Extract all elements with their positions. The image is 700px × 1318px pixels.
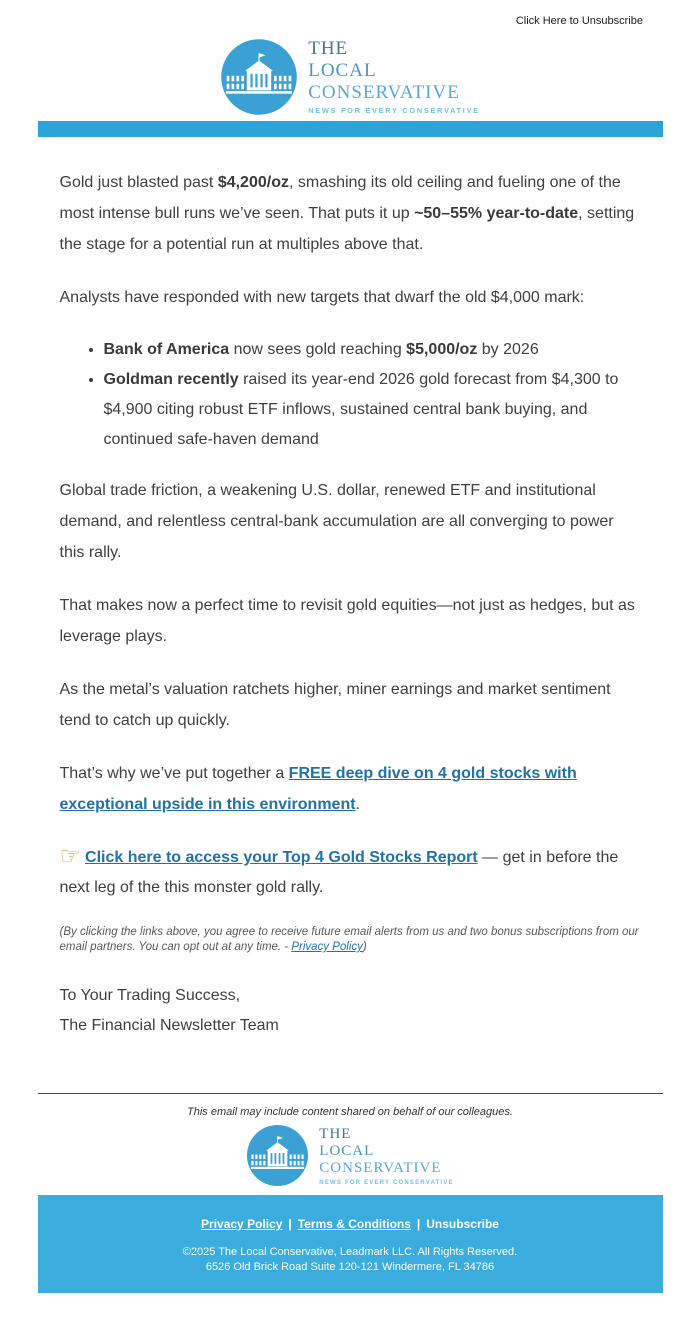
footer-address: 6526 Old Brick Road Suite 120-121 Windermere, FL 34786	[205, 1261, 495, 1273]
whitehouse-icon	[246, 1124, 309, 1187]
footer-unsubscribe-link[interactable]: Unsubscribe	[426, 1217, 499, 1231]
footer-copyright: ©2025 The Local Conservative, Leadmark LLC. All Rights Reserved.	[182, 1246, 518, 1258]
footer-privacy-link[interactable]: Privacy Policy	[201, 1217, 283, 1231]
b1-text: now sees gold reaching	[229, 341, 407, 358]
logo-line-local: LOCAL	[319, 1143, 375, 1159]
list-item-goldman	[104, 365, 641, 455]
p1-text2: , smashing its old ceiling and fueling one of the most intense bull runs we’ve seen. That puts it up	[59, 174, 621, 222]
paragraph-free-report	[60, 758, 641, 820]
footer-divider	[38, 1093, 663, 1094]
footer-links	[38, 1217, 663, 1231]
top4-report-link[interactable]: Click here to access your Top 4 Gold Stocks Report	[85, 849, 478, 866]
privacy-policy-inline-link[interactable]: Privacy Policy	[291, 941, 363, 953]
logo-line-conservative: CONSERVATIVE	[308, 82, 460, 104]
paragraph-valuation: As the metal’s valuation ratchets higher, miner earnings and market sentiment tend to catch up quickly.	[59, 681, 611, 729]
b1-bold-price: $5,000/oz	[406, 341, 478, 358]
unsubscribe-top-link[interactable]: Click Here to Unsubscribe	[515, 15, 643, 27]
footer-box	[38, 1195, 663, 1293]
footer-logo	[0, 1124, 700, 1187]
list-item-bofa	[104, 335, 641, 365]
p6-text: That’s why we’ve put together a	[59, 765, 289, 782]
signature-line2: The Financial Newsletter Team	[59, 1017, 279, 1034]
footer-link-separator: |	[288, 1217, 292, 1231]
whitehouse-icon	[220, 38, 298, 116]
logo-tagline: NEWS FOR EVERY CONSERVATIVE	[308, 106, 480, 116]
paragraph-perfect-time: That makes now a perfect time to revisit gold equities—not just as hedges, but as leverage plays.	[59, 597, 635, 645]
p1-bold-price: $4,200/oz	[217, 174, 289, 191]
b1-text2: by 2026	[477, 341, 539, 358]
b1-bold-bofa: Bank of America	[103, 341, 230, 358]
paragraph-gold-blasted	[60, 167, 641, 260]
paragraph-analysts: Analysts have responded with new targets that dwarf the old $4,000 mark:	[59, 289, 585, 306]
logo-line-local: LOCAL	[308, 60, 377, 82]
b2-bold-goldman: Goldman recently	[103, 371, 239, 388]
cta-text: — get in before the next leg of the this monster gold rally.	[59, 849, 619, 896]
header-logo	[0, 38, 700, 116]
email-body	[38, 137, 663, 1041]
blue-divider-bar	[38, 121, 663, 137]
pointing-hand-icon: ☞	[59, 843, 82, 870]
footer-link-separator: |	[416, 1217, 421, 1231]
logo-tagline: NEWS FOR EVERY CONSERVATIVE	[319, 1180, 454, 1186]
logo-line-conservative: CONSERVATIVE	[319, 1160, 442, 1176]
paragraph-global-trade: Global trade friction, a weakening U.S. dollar, renewed ETF and institutional demand, and relentless central-bank accumulation are all converging to power this rally.	[59, 482, 614, 561]
analyst-targets-list	[60, 335, 641, 455]
b2-text: raised its year-end 2026 gold forecast from $4,300 to $4,900 citing robust ETF inflows, sustained central bank buying, and continued safe-haven demand	[103, 371, 619, 448]
top-bar	[0, 0, 700, 28]
disclaimer-note	[60, 925, 641, 955]
cta-line	[60, 842, 641, 903]
p1-text: Gold just blasted past	[59, 174, 218, 191]
p1-bold-ytd: ~50–55% year-to-date	[414, 205, 579, 222]
footer-terms-link[interactable]: Terms & Conditions	[297, 1217, 411, 1231]
p6-period: .	[355, 796, 361, 813]
colleagues-note: This email may include content shared on behalf of our colleagues.	[187, 1106, 513, 1118]
logo-line-the: THE	[308, 38, 349, 60]
disclaimer-close-paren: )	[362, 941, 367, 953]
signature-line1: To Your Trading Success,	[59, 987, 241, 1004]
footer-logo-wordmark	[319, 1125, 453, 1186]
signature-block	[60, 981, 641, 1041]
free-deep-dive-link[interactable]: FREE deep dive on 4 gold stocks with exceptional upside in this environment	[59, 765, 577, 813]
logo-line-the: THE	[319, 1126, 352, 1142]
disclaimer-text: (By clicking the links above, you agree to receive future email alerts from us and two bonus subscriptions from our email partners. You can opt out at any time. -	[59, 926, 639, 953]
logo-wordmark	[308, 39, 480, 114]
p1-text3: , setting the stage for a potential run at multiples above that.	[59, 205, 635, 253]
